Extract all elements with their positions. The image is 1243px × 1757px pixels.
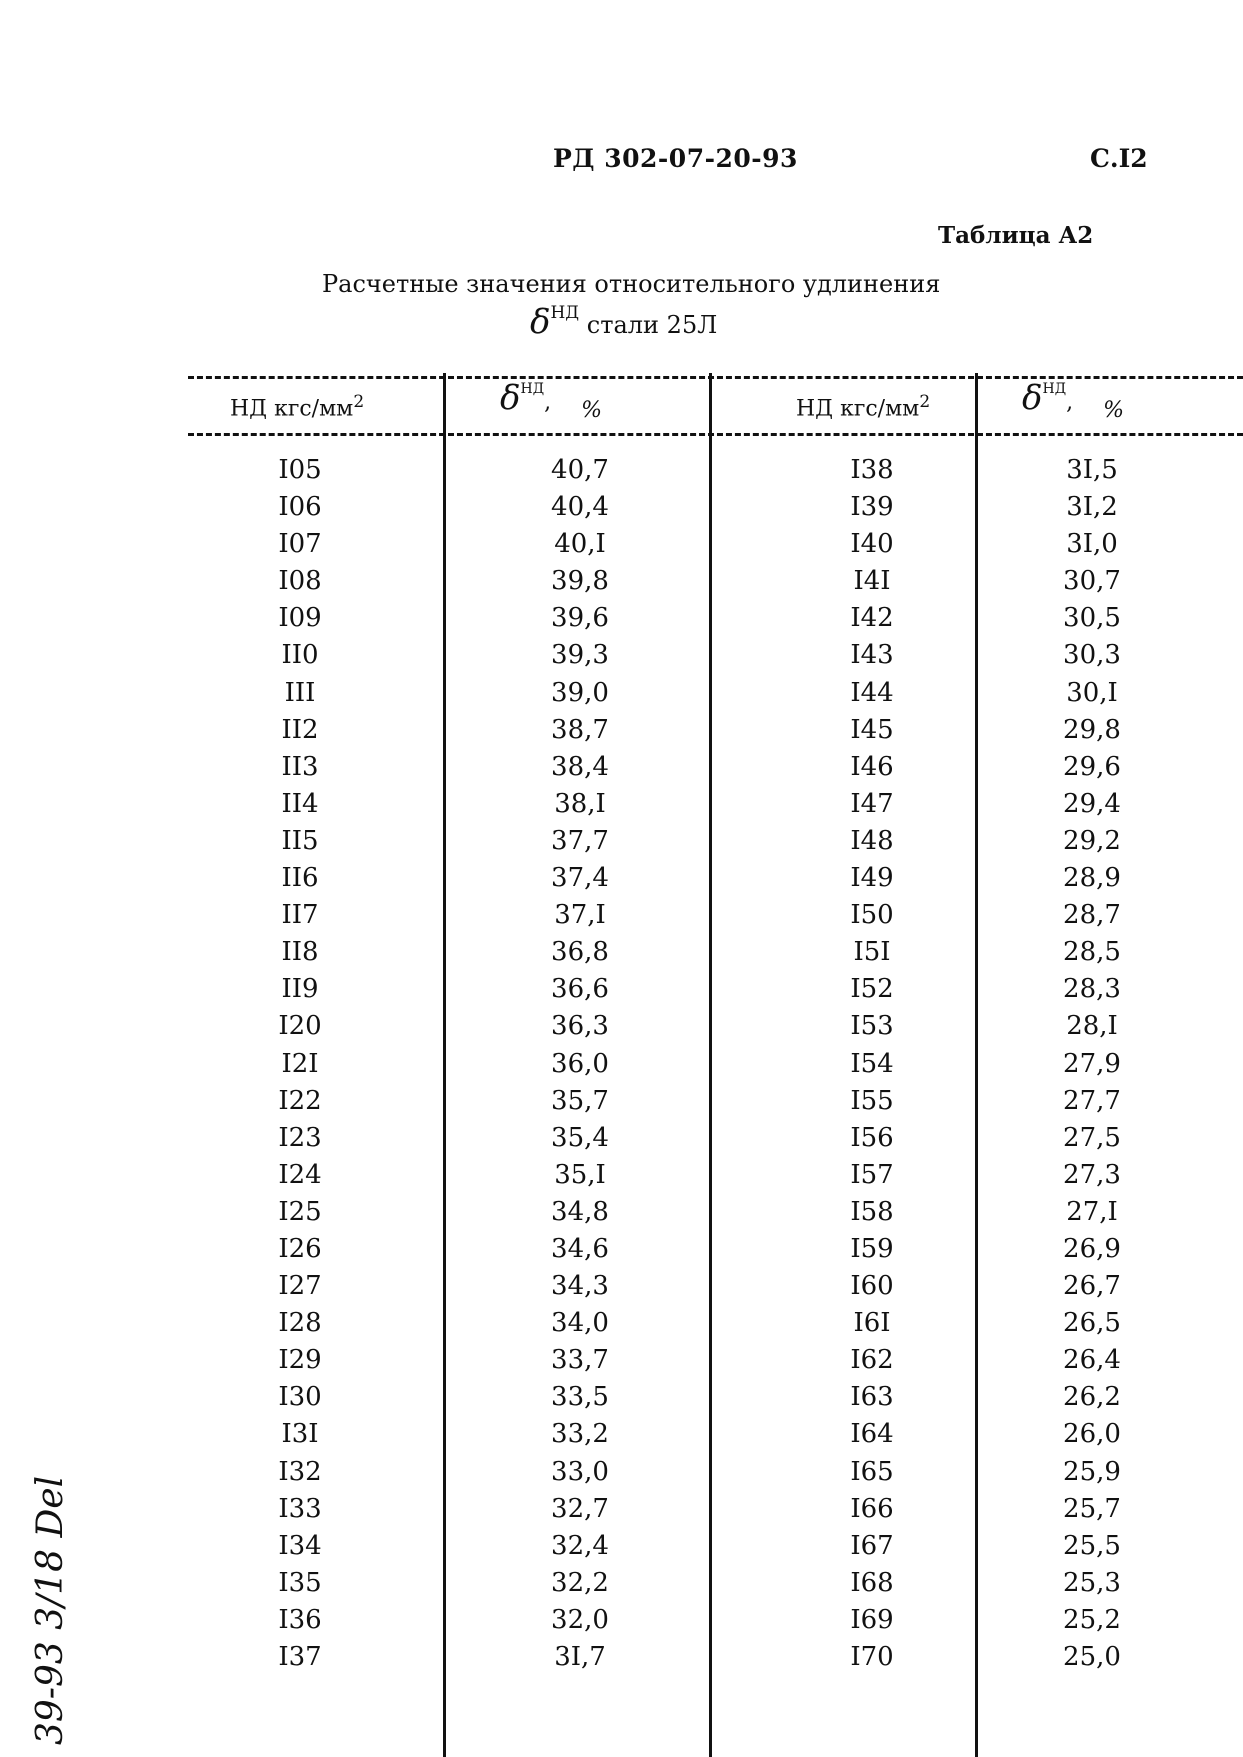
table-cell-nd: I6I	[853, 1308, 891, 1339]
table-cell-delta: 28,5	[1063, 937, 1121, 968]
table-cell-nd: I69	[850, 1604, 894, 1635]
table-cell-delta: 30,3	[1063, 640, 1121, 671]
table-cell-nd: I27	[278, 1271, 322, 1302]
table-cell-nd: II4	[281, 788, 319, 819]
table-cell-delta: 25,0	[1063, 1642, 1121, 1672]
table-cell-nd: I3I	[281, 1419, 319, 1450]
table-cell-nd: III	[284, 677, 316, 708]
table-cell-delta: 32,4	[551, 1530, 609, 1561]
table-cell-nd: I06	[278, 492, 322, 523]
table-cell-delta: 40,4	[551, 492, 609, 523]
table-cell-nd: I30	[278, 1382, 322, 1413]
table-cell-nd: I42	[850, 603, 894, 634]
table-cell-delta: 25,3	[1063, 1567, 1121, 1598]
table-cell-nd: I33	[278, 1493, 322, 1524]
table-cell-nd: I39	[850, 492, 894, 523]
table-cell-delta: 26,9	[1063, 1233, 1121, 1264]
header-nd-right: НД кгс/$мм^2$	[796, 392, 931, 422]
table-cell-nd: I36	[278, 1604, 322, 1635]
table-cell-delta: 36,3	[551, 1011, 609, 1042]
table-cell-delta: 30,I	[1066, 677, 1118, 708]
table-cell-delta: 27,3	[1063, 1159, 1121, 1190]
column-nd-right	[812, 452, 932, 1676]
table-cell-nd: II2	[281, 714, 319, 745]
table-cell-delta: 38,I	[554, 788, 606, 819]
table-cell-delta: 35,7	[551, 1085, 609, 1116]
table-cell-nd: I62	[850, 1345, 894, 1376]
table-cell-delta: 39,8	[551, 566, 609, 597]
table-title-line2	[530, 302, 717, 342]
table-cell-nd: I4I	[853, 566, 891, 597]
page-number: С.I2	[1090, 144, 1148, 173]
header-delta-right: $\delta^{НД}$, %	[1022, 378, 1124, 423]
table-cell-nd: I05	[278, 455, 322, 485]
table-cell-delta: 28,3	[1063, 974, 1121, 1005]
table-cell-delta: 35,I	[554, 1159, 606, 1190]
header-bottom-rule	[188, 433, 1243, 436]
doc-code: РД 302-07-20-93	[553, 144, 798, 173]
table-cell-nd: I40	[850, 529, 894, 560]
column-nd-left	[240, 452, 360, 1676]
table-cell-nd: I26	[278, 1233, 322, 1264]
table-cell-delta: 32,7	[551, 1493, 609, 1524]
table-cell-delta: 30,5	[1063, 603, 1121, 634]
table-cell-nd: I59	[850, 1233, 894, 1264]
table-cell-delta: 40,7	[551, 455, 609, 485]
table-cell-delta: 29,4	[1063, 788, 1121, 819]
table-label: Таблица А2	[938, 222, 1094, 249]
table-cell-delta: 3I,0	[1066, 529, 1118, 560]
title-steel-grade: стали 25Л	[586, 311, 718, 339]
table-cell-delta: 32,0	[551, 1604, 609, 1635]
column-delta-right	[1032, 452, 1152, 1676]
table-cell-delta: 36,0	[551, 1048, 609, 1079]
table-cell-delta: 27,9	[1063, 1048, 1121, 1079]
table-cell-nd: I70	[850, 1642, 894, 1672]
table-title-line1: Расчетные значения относительного удлинения	[322, 270, 941, 298]
table-cell-delta: 26,5	[1063, 1308, 1121, 1339]
table-cell-delta: 38,7	[551, 714, 609, 745]
table-cell-delta: 25,7	[1063, 1493, 1121, 1524]
handwritten-margin-note: 39-93 3/18 Del	[30, 1475, 71, 1745]
table-cell-nd: I56	[850, 1122, 894, 1153]
table-cell-delta: 32,2	[551, 1567, 609, 1598]
table-cell-delta: 25,5	[1063, 1530, 1121, 1561]
table-cell-delta: 30,7	[1063, 566, 1121, 597]
column-divider-2	[709, 373, 712, 1757]
column-delta-left	[520, 452, 640, 1676]
table-cell-nd: I68	[850, 1567, 894, 1598]
table-cell-delta: 3I,2	[1066, 492, 1118, 523]
table-cell-nd: II3	[281, 751, 319, 782]
table-cell-nd: I64	[850, 1419, 894, 1450]
table-cell-delta: 33,2	[551, 1419, 609, 1450]
table-cell-nd: I67	[850, 1530, 894, 1561]
table-cell-nd: I65	[850, 1456, 894, 1487]
table-cell-nd: I5I	[853, 937, 891, 968]
table-cell-nd: I23	[278, 1122, 322, 1153]
table-cell-delta: 26,2	[1063, 1382, 1121, 1413]
table-cell-nd: I57	[850, 1159, 894, 1190]
table-cell-delta: 36,8	[551, 937, 609, 968]
table-cell-nd: I38	[850, 455, 894, 485]
table-cell-nd: I34	[278, 1530, 322, 1561]
column-divider-1	[443, 373, 446, 1757]
table-cell-nd: II7	[281, 900, 319, 931]
table-cell-nd: I35	[278, 1567, 322, 1598]
table-cell-delta: 39,3	[551, 640, 609, 671]
table-cell-nd: I07	[278, 529, 322, 560]
table-cell-delta: 27,5	[1063, 1122, 1121, 1153]
table-cell-delta: 37,7	[551, 825, 609, 856]
table-cell-delta: 3I,7	[554, 1642, 606, 1672]
table-cell-delta: 34,8	[551, 1196, 609, 1227]
table-cell-nd: I43	[850, 640, 894, 671]
table-cell-nd: I52	[850, 974, 894, 1005]
table-cell-nd: I44	[850, 677, 894, 708]
table-cell-delta: 33,5	[551, 1382, 609, 1413]
table-cell-delta: 37,4	[551, 863, 609, 894]
table-cell-nd: I45	[850, 714, 894, 745]
table-cell-nd: I60	[850, 1271, 894, 1302]
table-cell-delta: 40,I	[554, 529, 606, 560]
table-cell-nd: I08	[278, 566, 322, 597]
table-cell-delta: 39,0	[551, 677, 609, 708]
table-cell-nd: II5	[281, 825, 319, 856]
table-cell-nd: II0	[281, 640, 319, 671]
table-cell-nd: I25	[278, 1196, 322, 1227]
table-cell-nd: I53	[850, 1011, 894, 1042]
table-cell-delta: 33,7	[551, 1345, 609, 1376]
table-cell-delta: 34,0	[551, 1308, 609, 1339]
column-divider-3	[975, 373, 978, 1757]
table-cell-nd: I29	[278, 1345, 322, 1376]
table-cell-delta: 25,9	[1063, 1456, 1121, 1487]
header-delta-left: $\delta^{НД}$, %	[500, 378, 602, 423]
table-cell-nd: I24	[278, 1159, 322, 1190]
delta-symbol: δ	[530, 302, 551, 342]
table-cell-nd: I32	[278, 1456, 322, 1487]
table-cell-delta: 37,I	[554, 900, 606, 931]
table-cell-delta: 27,I	[1066, 1196, 1118, 1227]
table-cell-nd: I66	[850, 1493, 894, 1524]
table-cell-delta: 29,6	[1063, 751, 1121, 782]
table-cell-delta: 29,8	[1063, 714, 1121, 745]
table-cell-delta: 29,2	[1063, 825, 1121, 856]
table-cell-nd: I2I	[281, 1048, 319, 1079]
table-cell-delta: 28,7	[1063, 900, 1121, 931]
table-cell-nd: I48	[850, 825, 894, 856]
table-cell-delta: 27,7	[1063, 1085, 1121, 1116]
delta-superscript: НД	[550, 303, 580, 323]
table-cell-delta: 28,I	[1066, 1011, 1118, 1042]
table-cell-delta: 38,4	[551, 751, 609, 782]
table-cell-delta: 36,6	[551, 974, 609, 1005]
table-cell-nd: I20	[278, 1011, 322, 1042]
table-cell-delta: 34,3	[551, 1271, 609, 1302]
table-cell-nd: I58	[850, 1196, 894, 1227]
table-cell-nd: I46	[850, 751, 894, 782]
table-cell-delta: 26,7	[1063, 1271, 1121, 1302]
table-cell-delta: 34,6	[551, 1233, 609, 1264]
table-cell-nd: I09	[278, 603, 322, 634]
table-cell-nd: I47	[850, 788, 894, 819]
table-cell-nd: I50	[850, 900, 894, 931]
table-cell-nd: I28	[278, 1308, 322, 1339]
table-cell-delta: 3I,5	[1066, 455, 1118, 485]
table-cell-delta: 28,9	[1063, 863, 1121, 894]
table-cell-delta: 39,6	[551, 603, 609, 634]
table-cell-nd: I22	[278, 1085, 322, 1116]
table-cell-nd: I55	[850, 1085, 894, 1116]
table-cell-nd: I37	[278, 1642, 322, 1672]
table-cell-nd: II6	[281, 863, 319, 894]
table-cell-delta: 25,2	[1063, 1604, 1121, 1635]
table-cell-delta: 33,0	[551, 1456, 609, 1487]
table-cell-nd: II9	[281, 974, 319, 1005]
table-cell-nd: II8	[281, 937, 319, 968]
header-nd-left: НД кгс/$мм^2$	[230, 392, 365, 422]
table-cell-nd: I63	[850, 1382, 894, 1413]
table-cell-nd: I49	[850, 863, 894, 894]
table-cell-delta: 26,0	[1063, 1419, 1121, 1450]
table-cell-delta: 26,4	[1063, 1345, 1121, 1376]
table-cell-nd: I54	[850, 1048, 894, 1079]
table-cell-delta: 35,4	[551, 1122, 609, 1153]
